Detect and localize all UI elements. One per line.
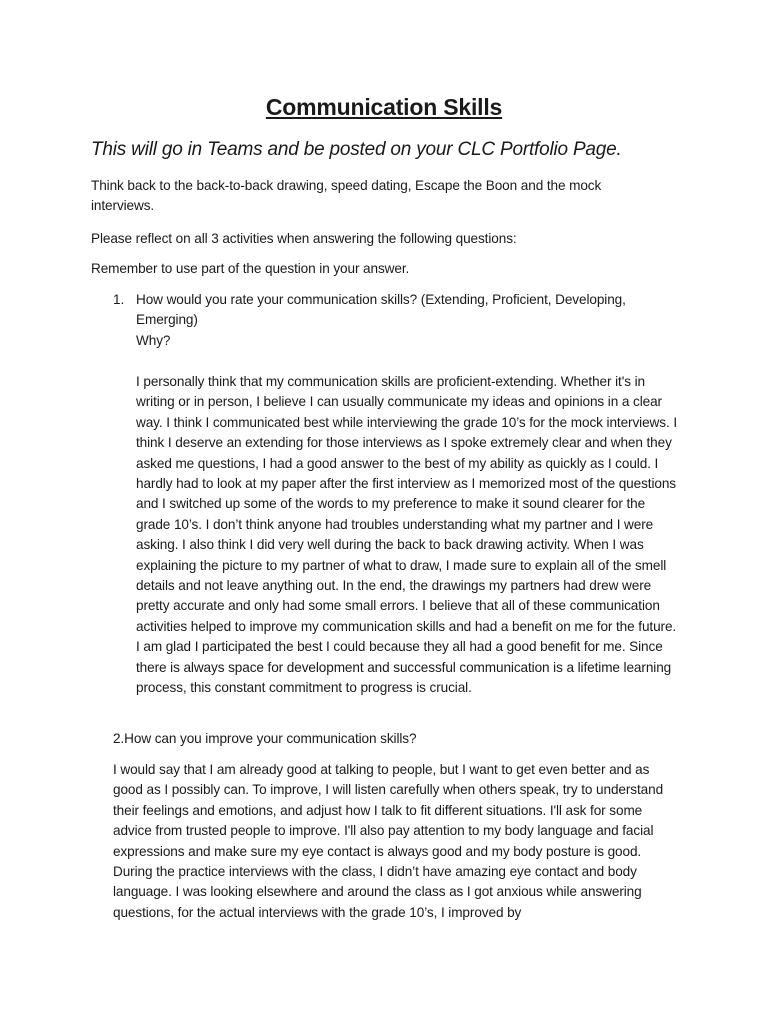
intro-paragraph-2: Please reflect on all 3 activities when answering the following questions: — [91, 231, 517, 246]
intro-paragraph-3: Remember to use part of the question in your answer. — [91, 261, 410, 276]
question-1-answer: I personally think that my communication skills are proficient-extending. Whether it's in writing or in person, I believe I can usually communicate my ideas and opinions in a clear way. I think I communicated best while interviewing the grade 10’s for the mock interviews. I think I deserve an extending for those interviews as I spoke extremely clear and when they asked me questions, I had a good answer to the best of my ability as quickly as I could. I hardly had to look at my paper after the first interview as I memorized most of the questions and I switched up some of the words to my preference to make it sound clearer for the grade 10’s. I don’t think anyone had troubles understanding what my partner and I were asking. I also think I did very well during the back to back drawing activity. When I was explaining the picture to my partner of what to draw, I made sure to explain all of the smell details and not leave anything out. In the end, the drawings my partners had drew were pretty accurate and only had some small errors. I believe that all of these communication activities helped to improve my communication skills and had a benefit on me for the future. I am glad I participated the best I could because they all had a good benefit for me. Since there is always space for development and successful communication is a lifetime learning process, this constant commitment to progress is crucial. — [136, 374, 677, 696]
question-2-text: 2.How can you improve your communication skills? — [113, 731, 417, 746]
page-subtitle: This will go in Teams and be posted on your CLC Portfolio Page. — [91, 139, 622, 160]
intro-paragraph-1: Think back to the back-to-back drawing, speed dating, Escape the Boon and the mock interviews. — [91, 178, 602, 214]
page-title: Communication Skills — [265, 94, 503, 120]
question-1-number: 1. — [113, 292, 125, 307]
question-2-answer: I would say that I am already good at talking to people, but I want to get even better and as good as I possibly can. To improve, I will listen carefully when others speak, try to understand their feelings and emotions, and adjust how I talk to fit different situations. I'll ask for some advice from trusted people to improve. I'll also pay attention to my body language and facial expressions and make sure my eye contact is always good and my body posture is good. During the practice interviews with the class, I didn’t have amazing eye contact and body language. I was looking elsewhere and around the class as I got anxious while answering questions, for the actual interviews with the grade 10’s, I improved by — [113, 762, 664, 920]
question-1-text: How would you rate your communication skills? (Extending, Proficient, Developing, Emerging) — [136, 292, 626, 328]
question-1-why: Why? — [136, 333, 171, 348]
